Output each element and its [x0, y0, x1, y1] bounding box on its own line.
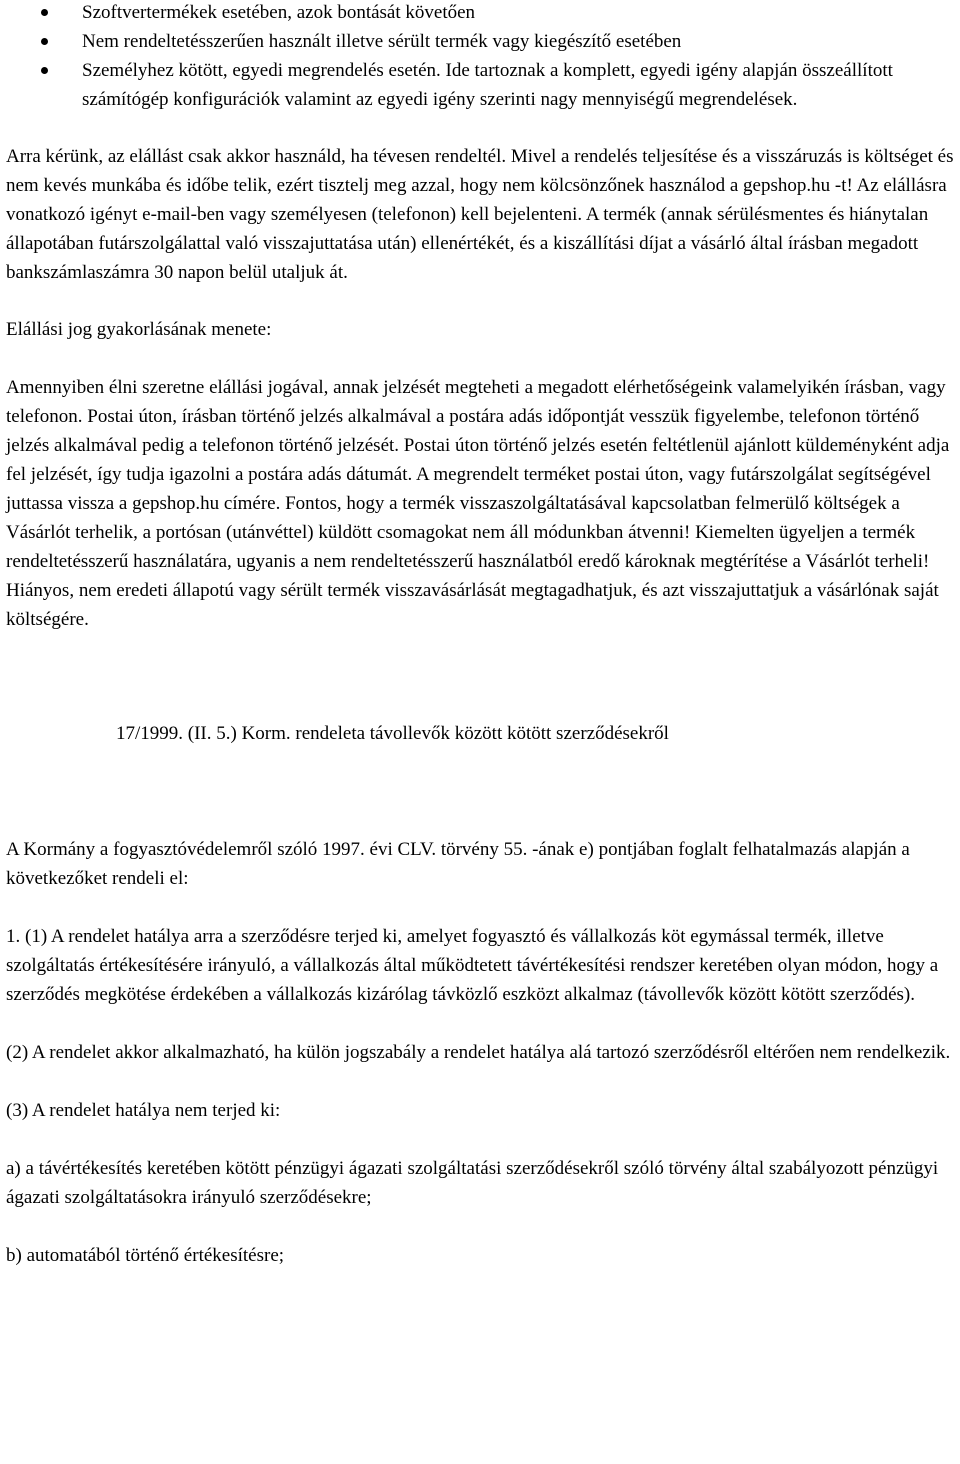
bullet-icon — [41, 67, 48, 74]
exception-list — [6, 0, 956, 114]
decree-title: 17/1999. (II. 5.) Korm. rendeleta távollevők között kötött szerződésekről — [116, 723, 669, 744]
bullet-icon — [41, 38, 48, 45]
document-page — [6, 0, 956, 1270]
list-item — [6, 0, 944, 27]
decree-section-2: (2) A rendelet akkor alkalmazható, ha külön jogszabály a rendelet hatálya alá tartozó szerződésről eltérően nem rendelkezik. — [6, 1042, 951, 1063]
bullet-icon — [41, 9, 48, 16]
decree-item-a: a) a távértékesítés keretében kötött pénzügyi ágazati szolgáltatási szerződésekről szóló törvény által szabályozott pénzügyi ágazati szolgáltatásokra irányuló szerződésekre; — [6, 1158, 939, 1208]
decree-preamble: A Kormány a fogyasztóvédelemről szóló 1997. évi CLV. törvény 55. -ának e) pontjában foglalt felhatalmazás alapján a következőket rendeli el: — [6, 839, 910, 889]
list-item-text: Nem rendeltetésszerűen használt illetve sérült termék vagy kiegészítő esetében — [82, 31, 682, 52]
decree-section-3: (3) A rendelet hatálya nem terjed ki: — [6, 1100, 281, 1121]
list-item — [6, 56, 944, 114]
decree-item-b: b) automatából történő értékesítésre; — [6, 1245, 285, 1266]
withdrawal-procedure-heading: Elállási jog gyakorlásának menete: — [6, 319, 272, 340]
list-item-text: Szoftvertermékek esetében, azok bontását követően — [82, 2, 476, 23]
list-item-text: Személyhez kötött, egyedi megrendelés esetén. Ide tartoznak a komplett, egyedi igény alapján összeállított számítógép konfigurációk valamint az egyedi igény szerinti nagy mennyiségű megrendelések. — [82, 60, 893, 110]
withdrawal-procedure-paragraph: Amennyiben élni szeretne elállási jogával, annak jelzését megteheti a megadott elérhetőségeink valamelyikén írásban, vagy telefonon. Postai úton, írásban történő jelzés alkalmával a postára adás időpontját vesszük figyelembe, telefonon történő jelzés alkalmával pedig a telefonon történő jelzését. Postai úton történő jelzés esetén feltétlenül ajánlott küldeményként adja fel jelzését, így tudja igazolni a postára adás dátumát. A megrendelt terméket postai úton, vagy futárszolgálat segítségével juttassa vissza a gepshop.hu címére. Fontos, hogy a termék visszaszolgáltatásával kapcsolatban felmerülő költségek a Vásárlót terhelik, a portósan (utánvéttel) küldött csomagokat nem áll módunkban átvenni! Kiemelten ügyeljen a termék rendeltetésszerű használatára, ugyanis a nem rendeltetésszerű használatból eredő károknak megtérítése a Vásárlót terheli! Hiányos, nem eredeti állapotú vagy sérült termék visszavásárlását megtagadhatjuk, és azt visszajuttatjuk a vásárlónak saját költségére. — [6, 377, 950, 630]
decree-section-1: 1. (1) A rendelet hatálya arra a szerződésre terjed ki, amelyet fogyasztó és vállalkozás köt egymással termék, illetve szolgáltatás értékesítésére irányuló, a vállalkozás által működtetett távértékesítési rendszer keretében olyan módon, hogy a szerződés megkötése érdekében a vállalkozás kizárólag távközlő eszközt alkalmaz (távollevők között kötött szerződés). — [6, 926, 939, 1005]
list-item — [6, 27, 944, 56]
withdrawal-request-paragraph: Arra kérünk, az elállást csak akkor használd, ha tévesen rendeltél. Mivel a rendelés teljesítése és a visszáruzás is költséget és nem kevés munkába és időbe telik, ezért tisztelj meg azzal, hogy nem kölcsönzőnek használod a gepshop.hu -t! Az elállásra vonatkozó igényt e-mail-ben vagy személyesen (telefonon) kell bejelenteni. A termék (annak sérülésmentes és hiánytalan állapotában futárszolgálattal való visszajuttatása után) ellenértékét, és a kiszállítási díjat a vásárló által írásban megadott bankszámlaszámra 30 napon belül utaljuk át. — [6, 146, 954, 283]
